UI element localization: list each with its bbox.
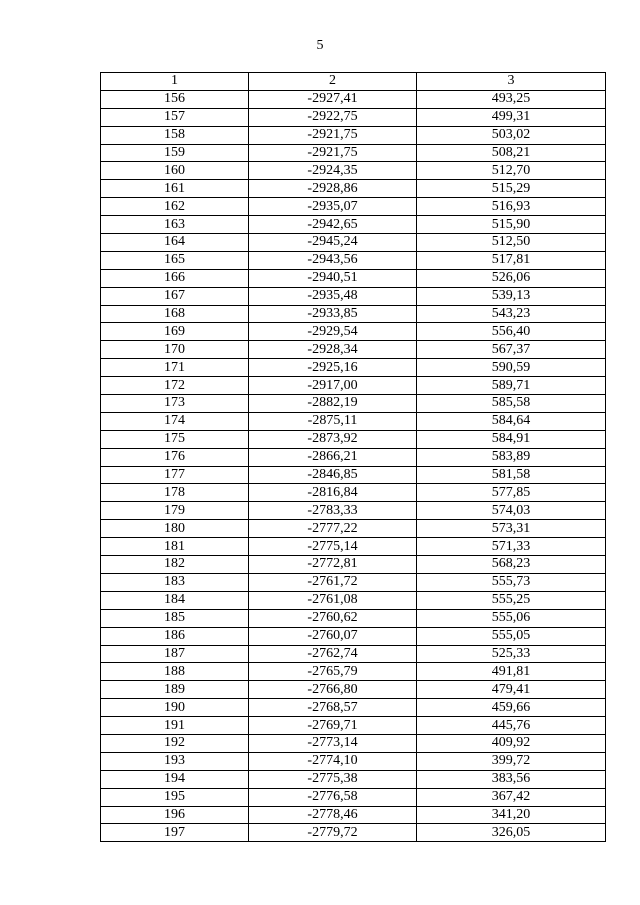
coordinate-y-cell: 567,37 bbox=[417, 341, 606, 359]
table-row bbox=[101, 573, 606, 591]
table-row bbox=[101, 788, 606, 806]
point-number-cell: 178 bbox=[101, 484, 249, 502]
table-row bbox=[101, 395, 606, 413]
coordinate-y-cell: 526,06 bbox=[417, 269, 606, 287]
coordinate-y-cell: 589,71 bbox=[417, 377, 606, 395]
point-number-cell: 191 bbox=[101, 717, 249, 735]
coordinate-x-cell: -2846,85 bbox=[249, 466, 417, 484]
coordinate-y-cell: 479,41 bbox=[417, 681, 606, 699]
point-number-cell: 177 bbox=[101, 466, 249, 484]
point-number-cell: 183 bbox=[101, 573, 249, 591]
table-row bbox=[101, 251, 606, 269]
point-number-cell: 186 bbox=[101, 627, 249, 645]
header-row bbox=[101, 73, 606, 91]
point-number-cell: 171 bbox=[101, 359, 249, 377]
coordinate-x-cell: -2765,79 bbox=[249, 663, 417, 681]
coordinate-x-cell: -2762,74 bbox=[249, 645, 417, 663]
coordinate-x-cell: -2929,54 bbox=[249, 323, 417, 341]
coordinate-x-cell: -2940,51 bbox=[249, 269, 417, 287]
coordinate-y-cell: 581,58 bbox=[417, 466, 606, 484]
coordinate-x-cell: -2774,10 bbox=[249, 752, 417, 770]
coordinate-x-cell: -2776,58 bbox=[249, 788, 417, 806]
point-number-cell: 195 bbox=[101, 788, 249, 806]
table-row bbox=[101, 699, 606, 717]
point-number-cell: 160 bbox=[101, 162, 249, 180]
coordinate-y-cell: 503,02 bbox=[417, 126, 606, 144]
coordinate-y-cell: 516,93 bbox=[417, 198, 606, 216]
point-number-cell: 174 bbox=[101, 412, 249, 430]
table-header bbox=[101, 73, 606, 91]
coordinate-x-cell: -2772,81 bbox=[249, 556, 417, 574]
coordinate-y-cell: 491,81 bbox=[417, 663, 606, 681]
table-body bbox=[101, 90, 606, 841]
coordinate-y-cell: 341,20 bbox=[417, 806, 606, 824]
coordinate-x-cell: -2775,38 bbox=[249, 770, 417, 788]
point-number-cell: 157 bbox=[101, 108, 249, 126]
coordinate-y-cell: 574,03 bbox=[417, 502, 606, 520]
point-number-cell: 189 bbox=[101, 681, 249, 699]
coordinate-y-cell: 568,23 bbox=[417, 556, 606, 574]
table-row bbox=[101, 734, 606, 752]
coordinate-x-cell: -2925,16 bbox=[249, 359, 417, 377]
coordinate-x-cell: -2773,14 bbox=[249, 734, 417, 752]
point-number-cell: 184 bbox=[101, 591, 249, 609]
point-number-cell: 162 bbox=[101, 198, 249, 216]
point-number-cell: 163 bbox=[101, 216, 249, 234]
table-row bbox=[101, 144, 606, 162]
point-number-cell: 197 bbox=[101, 824, 249, 842]
coordinate-x-cell: -2761,08 bbox=[249, 591, 417, 609]
coordinate-x-cell: -2924,35 bbox=[249, 162, 417, 180]
column-header-3: 3 bbox=[417, 73, 606, 91]
coordinate-y-cell: 555,05 bbox=[417, 627, 606, 645]
coordinate-x-cell: -2942,65 bbox=[249, 216, 417, 234]
table-row bbox=[101, 430, 606, 448]
table-row bbox=[101, 108, 606, 126]
coordinate-x-cell: -2760,07 bbox=[249, 627, 417, 645]
table-row bbox=[101, 627, 606, 645]
point-number-cell: 169 bbox=[101, 323, 249, 341]
coordinate-x-cell: -2761,72 bbox=[249, 573, 417, 591]
coordinate-x-cell: -2928,34 bbox=[249, 341, 417, 359]
coordinate-x-cell: -2875,11 bbox=[249, 412, 417, 430]
table-row bbox=[101, 341, 606, 359]
coordinate-y-cell: 515,90 bbox=[417, 216, 606, 234]
point-number-cell: 159 bbox=[101, 144, 249, 162]
coordinate-x-cell: -2760,62 bbox=[249, 609, 417, 627]
coordinate-y-cell: 409,92 bbox=[417, 734, 606, 752]
table-row bbox=[101, 287, 606, 305]
point-number-cell: 170 bbox=[101, 341, 249, 359]
coordinate-y-cell: 515,29 bbox=[417, 180, 606, 198]
point-number-cell: 168 bbox=[101, 305, 249, 323]
point-number-cell: 196 bbox=[101, 806, 249, 824]
coordinate-x-cell: -2769,71 bbox=[249, 717, 417, 735]
coordinate-y-cell: 555,06 bbox=[417, 609, 606, 627]
point-number-cell: 166 bbox=[101, 269, 249, 287]
coordinate-y-cell: 326,05 bbox=[417, 824, 606, 842]
table-row bbox=[101, 484, 606, 502]
coordinate-x-cell: -2917,00 bbox=[249, 377, 417, 395]
table-row bbox=[101, 198, 606, 216]
point-number-cell: 167 bbox=[101, 287, 249, 305]
coordinate-x-cell: -2778,46 bbox=[249, 806, 417, 824]
table-row bbox=[101, 180, 606, 198]
coordinate-x-cell: -2935,48 bbox=[249, 287, 417, 305]
column-header-2: 2 bbox=[249, 73, 417, 91]
table-row bbox=[101, 591, 606, 609]
coordinate-y-cell: 556,40 bbox=[417, 323, 606, 341]
coordinate-x-cell: -2921,75 bbox=[249, 144, 417, 162]
coordinate-x-cell: -2783,33 bbox=[249, 502, 417, 520]
table-row bbox=[101, 162, 606, 180]
table-row bbox=[101, 412, 606, 430]
coordinate-y-cell: 555,73 bbox=[417, 573, 606, 591]
coordinate-x-cell: -2777,22 bbox=[249, 520, 417, 538]
table-row bbox=[101, 305, 606, 323]
table-row bbox=[101, 269, 606, 287]
table-row bbox=[101, 717, 606, 735]
point-number-cell: 185 bbox=[101, 609, 249, 627]
coordinate-y-cell: 399,72 bbox=[417, 752, 606, 770]
table-row bbox=[101, 520, 606, 538]
coordinate-y-cell: 590,59 bbox=[417, 359, 606, 377]
point-number-cell: 158 bbox=[101, 126, 249, 144]
table-row bbox=[101, 466, 606, 484]
coordinate-y-cell: 459,66 bbox=[417, 699, 606, 717]
table-row bbox=[101, 806, 606, 824]
table-row bbox=[101, 90, 606, 108]
point-number-cell: 187 bbox=[101, 645, 249, 663]
coordinate-x-cell: -2775,14 bbox=[249, 538, 417, 556]
coordinate-x-cell: -2873,92 bbox=[249, 430, 417, 448]
point-number-cell: 179 bbox=[101, 502, 249, 520]
table-row bbox=[101, 377, 606, 395]
coordinate-y-cell: 585,58 bbox=[417, 395, 606, 413]
coordinate-y-cell: 555,25 bbox=[417, 591, 606, 609]
coordinate-y-cell: 539,13 bbox=[417, 287, 606, 305]
table-row bbox=[101, 216, 606, 234]
coordinate-x-cell: -2943,56 bbox=[249, 251, 417, 269]
column-header-1: 1 bbox=[101, 73, 249, 91]
coordinate-y-cell: 525,33 bbox=[417, 645, 606, 663]
table-row bbox=[101, 681, 606, 699]
coordinate-x-cell: -2816,84 bbox=[249, 484, 417, 502]
coordinate-y-cell: 543,23 bbox=[417, 305, 606, 323]
coordinate-y-cell: 499,31 bbox=[417, 108, 606, 126]
coordinate-y-cell: 571,33 bbox=[417, 538, 606, 556]
point-number-cell: 182 bbox=[101, 556, 249, 574]
table-row bbox=[101, 609, 606, 627]
table-row bbox=[101, 502, 606, 520]
table-row bbox=[101, 824, 606, 842]
point-number-cell: 188 bbox=[101, 663, 249, 681]
coordinate-x-cell: -2766,80 bbox=[249, 681, 417, 699]
coordinate-y-cell: 512,70 bbox=[417, 162, 606, 180]
coordinate-x-cell: -2921,75 bbox=[249, 126, 417, 144]
point-number-cell: 165 bbox=[101, 251, 249, 269]
coordinate-y-cell: 383,56 bbox=[417, 770, 606, 788]
coordinate-x-cell: -2933,85 bbox=[249, 305, 417, 323]
point-number-cell: 194 bbox=[101, 770, 249, 788]
table-row bbox=[101, 359, 606, 377]
page-number: 5 bbox=[316, 38, 324, 53]
table-row bbox=[101, 752, 606, 770]
table-row bbox=[101, 663, 606, 681]
point-number-cell: 190 bbox=[101, 699, 249, 717]
point-number-cell: 175 bbox=[101, 430, 249, 448]
coordinate-x-cell: -2768,57 bbox=[249, 699, 417, 717]
table-row bbox=[101, 645, 606, 663]
point-number-cell: 172 bbox=[101, 377, 249, 395]
table-row bbox=[101, 448, 606, 466]
coordinate-y-cell: 367,42 bbox=[417, 788, 606, 806]
coordinate-y-cell: 577,85 bbox=[417, 484, 606, 502]
coordinate-y-cell: 512,50 bbox=[417, 234, 606, 252]
coordinate-x-cell: -2927,41 bbox=[249, 90, 417, 108]
coordinate-y-cell: 584,91 bbox=[417, 430, 606, 448]
table-row bbox=[101, 323, 606, 341]
coordinate-x-cell: -2882,19 bbox=[249, 395, 417, 413]
table-row bbox=[101, 770, 606, 788]
coordinate-x-cell: -2928,86 bbox=[249, 180, 417, 198]
point-number-cell: 164 bbox=[101, 234, 249, 252]
point-number-cell: 156 bbox=[101, 90, 249, 108]
point-number-cell: 192 bbox=[101, 734, 249, 752]
coordinate-x-cell: -2866,21 bbox=[249, 448, 417, 466]
point-number-cell: 180 bbox=[101, 520, 249, 538]
table-row bbox=[101, 538, 606, 556]
coordinate-x-cell: -2945,24 bbox=[249, 234, 417, 252]
coordinate-x-cell: -2922,75 bbox=[249, 108, 417, 126]
coordinate-y-cell: 573,31 bbox=[417, 520, 606, 538]
coordinate-y-cell: 584,64 bbox=[417, 412, 606, 430]
point-number-cell: 181 bbox=[101, 538, 249, 556]
coordinate-y-cell: 517,81 bbox=[417, 251, 606, 269]
table-row bbox=[101, 556, 606, 574]
point-number-cell: 173 bbox=[101, 395, 249, 413]
coordinate-x-cell: -2935,07 bbox=[249, 198, 417, 216]
table-row bbox=[101, 234, 606, 252]
coordinate-y-cell: 583,89 bbox=[417, 448, 606, 466]
coordinate-x-cell: -2779,72 bbox=[249, 824, 417, 842]
table-row bbox=[101, 126, 606, 144]
coordinates-table bbox=[100, 72, 606, 842]
point-number-cell: 161 bbox=[101, 180, 249, 198]
coordinate-y-cell: 445,76 bbox=[417, 717, 606, 735]
point-number-cell: 176 bbox=[101, 448, 249, 466]
point-number-cell: 193 bbox=[101, 752, 249, 770]
coordinate-y-cell: 493,25 bbox=[417, 90, 606, 108]
coordinate-y-cell: 508,21 bbox=[417, 144, 606, 162]
